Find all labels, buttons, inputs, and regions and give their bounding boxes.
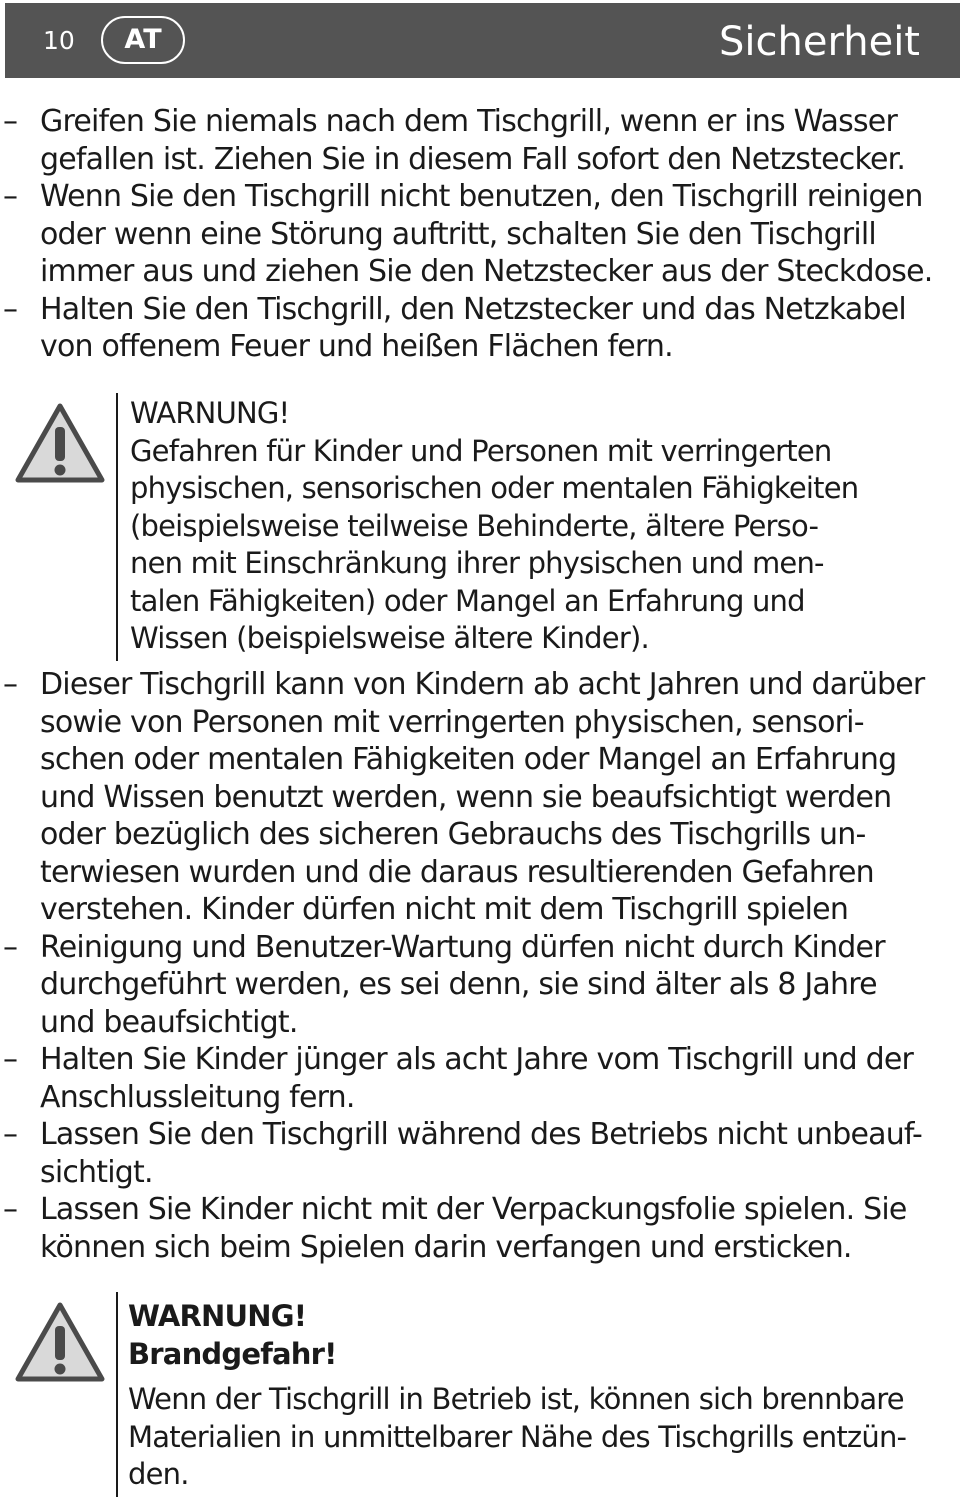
list-item-line: gefallen ist. Ziehen Sie in diesem Fall sofort den Netzstecker.: [40, 141, 906, 177]
warning-heading: WARNUNG!: [130, 396, 290, 430]
warning-text-line: talen Fähigkeiten) oder Mangel an Erfahrung und: [130, 583, 805, 618]
page-number: 10: [43, 26, 75, 55]
list-item: [0, 291, 933, 366]
warning-text-line: Materialien in unmittelbarer Nähe des Tischgrills entzün-: [128, 1419, 907, 1454]
warning-text-line: nen mit Einschränkung ihrer physischen und men-: [130, 546, 824, 580]
list-item-line: – Halten Sie den Tischgrill, den Netzstecker und das Netzkabel: [40, 291, 906, 327]
list-item-line: – Wenn Sie den Tischgrill nicht benutzen, den Tischgrill reinigen: [40, 179, 923, 214]
list-item-line: oder wenn eine Störung auftritt, schalten Sie den Tischgrill: [40, 216, 876, 252]
list-item: [0, 1191, 924, 1266]
warning-text-line: Gefahren für Kinder und Personen mit verringerten: [130, 433, 832, 468]
list-item-line: – Lassen Sie Kinder nicht mit der Verpackungsfolie spielen. Sie: [40, 1192, 907, 1227]
list-item-line: immer aus und ziehen Sie den Netzstecker aus der Steckdose.: [40, 254, 933, 289]
warning-triangle-icon: [15, 403, 105, 483]
list-item-line: und beaufsichtigt.: [40, 1004, 298, 1040]
list-item-line: – Greifen Sie niemals nach dem Tischgrill, wenn er ins Wasser: [40, 104, 897, 139]
list-item-line: – Reinigung und Benutzer-Wartung dürfen nicht durch Kinder: [40, 929, 885, 965]
page-header: [5, 3, 960, 78]
safety-list-2: [0, 666, 924, 1266]
warning-text-line: (beispielsweise teilweise Behinderte, ältere Perso-: [130, 508, 819, 543]
warning-text-line: Wenn der Tischgrill in Betrieb ist, können sich brennbare: [128, 1382, 904, 1416]
warning-subheading: Brandgefahr!: [128, 1336, 337, 1371]
list-item: [0, 103, 933, 178]
list-item-line: durchgeführt werden, es sei denn, sie sind älter als 8 Jahre: [40, 967, 877, 1002]
list-item: [0, 1041, 924, 1116]
country-badge: AT: [101, 16, 185, 64]
list-item-line: oder bezüglich des sicheren Gebrauchs des Tischgrills un-: [40, 817, 866, 852]
list-item-line: sowie von Personen mit verringerten physischen, sensori-: [40, 704, 864, 740]
warning-text-line: den.: [128, 1457, 189, 1491]
warning-divider: [116, 1292, 118, 1497]
warning-triangle-icon: [15, 1302, 105, 1382]
section-title: Sicherheit: [719, 19, 920, 65]
list-item-line: und Wissen benutzt werden, wenn sie beaufsichtigt werden: [40, 779, 892, 815]
list-item: [0, 178, 933, 291]
list-item-line: terwiesen wurden und die daraus resultierenden Gefahren: [40, 854, 874, 890]
list-item-line: sichtigt.: [40, 1154, 153, 1190]
warning-divider: [116, 393, 118, 661]
warning-text-line: Wissen (beispielsweise ältere Kinder).: [130, 621, 649, 655]
list-item: [0, 929, 924, 1042]
list-item-line: von offenem Feuer und heißen Flächen fern.: [40, 329, 673, 364]
list-item-line: schen oder mentalen Fähigkeiten oder Mangel an Erfahrung: [40, 742, 897, 777]
list-item: [0, 666, 924, 929]
warning-text-line: physischen, sensorischen oder mentalen Fähigkeiten: [130, 471, 859, 505]
list-item-line: Anschlussleitung fern.: [40, 1079, 355, 1115]
list-item-line: können sich beim Spielen darin verfangen und ersticken.: [40, 1229, 852, 1265]
safety-list-1: [0, 103, 933, 366]
list-item-line: verstehen. Kinder dürfen nicht mit dem Tischgrill spielen: [40, 892, 849, 927]
warning-heading: WARNUNG!: [128, 1299, 307, 1333]
list-item-line: – Lassen Sie den Tischgrill während des Betriebs nicht unbeauf-: [40, 1117, 923, 1152]
list-item: [0, 1116, 924, 1191]
list-item-line: – Dieser Tischgrill kann von Kindern ab acht Jahren und darüber: [40, 667, 925, 702]
list-item-line: – Halten Sie Kinder jünger als acht Jahre vom Tischgrill und der: [40, 1042, 914, 1077]
